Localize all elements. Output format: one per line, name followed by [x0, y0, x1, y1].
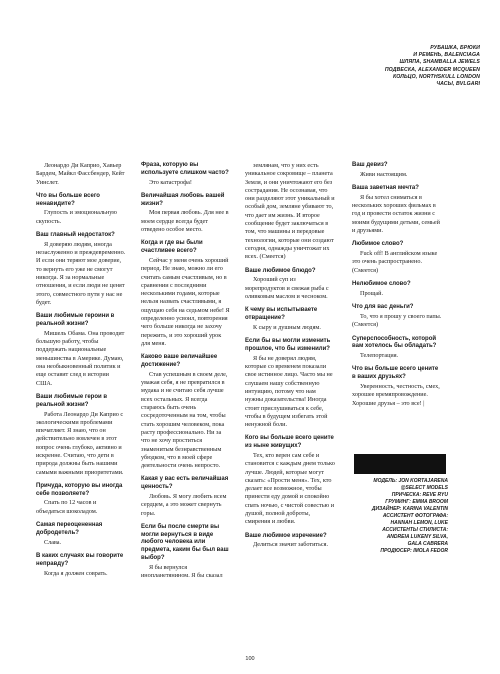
interview-question: Любимое слово?: [352, 241, 404, 248]
credit-line: ГРУМИНГ: EMMA BROOM: [385, 499, 448, 505]
interview-question: Что вы больше всего цените в ваших друзьях?: [352, 366, 439, 381]
interview-answer: Хороший суп из морепродуктов и свежая рыба с оливковым маслом и чесноком.: [245, 276, 329, 300]
interview-answer: Работа Леонардо Ди Каприо с экологическими проблемами впечатляет. Я знаю, что он действительно вовлечен в этот вопрос очень глубоко, активно и искренне. Считаю, что дети в природа должны быть нашими самыми важными приоритетами.: [36, 410, 124, 476]
credit-line: @SELECT MODELS: [400, 485, 448, 491]
text-column-2: [141, 162, 231, 580]
page-number: 100: [245, 656, 255, 662]
interview-answer: Делиться значит заботиться.: [253, 541, 329, 549]
interview-question: Ваша заветная мечта?: [352, 185, 419, 192]
interview-answer: Слава.: [44, 538, 62, 546]
interview-question: К чему вы испытываете отвращение?: [245, 307, 318, 322]
interview-question: Причуда, которую вы иногда себе позволяете?: [36, 482, 123, 497]
interview-question: Фраза, которую вы используете слишком часто?: [141, 162, 229, 176]
interview-question: Что для вас деньги?: [352, 304, 414, 311]
interview-question: Ваши любимые героини в реальной жизни?: [36, 313, 115, 328]
credits-top: [320, 45, 480, 88]
interview-question: Ваше любимое блюдо?: [245, 267, 316, 274]
interview-question: Что вы больше всего ненавидите?: [36, 192, 100, 207]
credit-line: HANNAH LEMON, LUKE: [390, 520, 448, 526]
credit-line: КОЛЬЦО, NORTHSKULL LONDON: [393, 73, 480, 80]
interview-question: Самая переоцененная добродетель?: [36, 522, 103, 536]
credits-bottom: [350, 478, 448, 555]
interview-question: Каково ваше величайшее достижение?: [141, 354, 218, 369]
interview-answer: Моя первая любовь. Для нее в моем сердце всегда будет отведено особое место.: [141, 209, 229, 234]
interview-question: Ваш девиз?: [352, 162, 388, 168]
interview-question: Кого вы больше всего цените из ныне живущих?: [245, 435, 334, 450]
interview-answer: Я бы хотел сниматься в нескольких хороших фильмах в год и провести остаток жизни с моими будущими детьми, семьей и друзьями.: [352, 193, 440, 235]
interview-answer: Живи настоящим.: [360, 170, 408, 178]
interview-question: Когда и где вы были счастливее всего?: [141, 240, 203, 255]
interview-answer: Леонардо Ди Каприо, Хавьер Бардем, Майкл Фассбендер, Кейт Уинслет.: [36, 162, 125, 186]
interview-answer: Глупость и эмоциональную скупость.: [36, 209, 117, 225]
interview-answer: Спать по 12 часов и объедаться шоколадом.: [36, 499, 98, 515]
interview-answer: Любовь. Я могу любить всем сердцем, а это может свернуть горы.: [141, 492, 227, 517]
interview-question: Если бы после смерти вы могли вернуться в виде любого человека или предмета, каким бы был ваш выбор?: [141, 523, 229, 562]
interview-question: Если бы вы могли изменить прошлое, что бы изменили?: [245, 338, 331, 352]
interview-question: В каких случаях вы говорите неправду?: [36, 552, 124, 567]
credit-line: ПРИЧЕСКА: REVE RYU: [391, 492, 448, 498]
interview-answer: То, что я прошу у своего папы. (Смеется): [352, 312, 442, 329]
interview-answer: Я бы не доверял людям, которые со временем показали свое истинное лицо. Часто мы не слушаем нашу собственную интуицию, потому что нам нужны доказательства! Иногда стоит прислушиваться к себе, чтобы в будущем избегать этой ненужной боли.: [245, 354, 333, 429]
interview-question: Суперспособность, которой вам хотелось бы обладать?: [352, 335, 437, 350]
interview-answer: Сейчас у меня очень хороший период. Не знаю, можно ли его считать самым счастливым, но в сравнении с последними несколькими годами, которые нельзя назвать счастливыми, я ощущаю себя на седьмом небе! Я определенно усвоил, повторения чего больше никогда не захочу пережить, и это хороший урок для меня.: [141, 256, 230, 347]
interview-question: Величайшая любовь вашей жизни?: [141, 192, 225, 207]
interview-answer: Уверенность, честность, смех, хорошее времяпровождение. Хорошие друзья – это все! |: [352, 383, 440, 407]
text-column-1: [36, 162, 126, 578]
interview-question: Ваше любимое изречение?: [245, 532, 327, 539]
credit-line: ДИЗАЙНЕР: KARINA VALENTIN: [371, 506, 448, 512]
interview-question: Какая у вас есть величайшая ценность?: [141, 476, 229, 491]
credit-line: ПРОДЮСЕР: IMOLA FEDOR: [380, 548, 448, 554]
credit-line: И РЕМЕНЬ, BALENCIAGA: [413, 52, 480, 59]
interview-question: Ваши любимые герои в реальной жизни?: [36, 393, 108, 408]
interview-answer: Став успешным в своем деле, уважая себя, я не превратился в мудака и не считаю себя лучше всех остальных. Я всегда стараюсь быть очень сосредоточенным на том, чтобы стать хорошим человеком, пока расту профессионально. Ни за что не хочу проститься знаменитым безнравственным убюдком, что в моей сфере деятельности очень непросто.: [141, 370, 228, 470]
interview-answer: землянам, что у них есть уникальное сокровище – планета Земля, и они уничтожают его без сострадания. Не осознавая, что они разделяют этот уникальный и особый дом, земляне убивают то, что дает им жизнь. И второе сообщение будет заключаться в том, что машины и передовые технологии, которые они создают сегодня, однажды уничтожат их всех. (Смеется): [245, 162, 335, 261]
interview-answer: Это катастрофа!: [149, 178, 192, 186]
text-column-3: [245, 162, 335, 550]
interview-answer: Телепортация.: [360, 352, 399, 360]
credit-line: GALA CABRERA: [407, 541, 448, 547]
interview-question: Нелюбимое слово?: [352, 281, 411, 288]
credit-line: ANDREIA LUKENY SILVA,: [386, 534, 448, 540]
credit-line: АССИСТЕНТ ФОТОГРАФА:: [382, 513, 448, 519]
black-bar: [354, 454, 446, 474]
credit-line: ПОДВЕСКА, ALEXANDER MCQUEEN: [384, 66, 480, 73]
credit-line: ШЛЯПА, SHAMBALLA JEWELS: [399, 59, 480, 66]
interview-answer: Я доверяю людям, иногда незаслуженно и преждевременно. И если они теряют мое доверие, то вернуть его уже не смогут никогда. Я за нормальные отношения, и если люди не ценят этого, совместного пути у нас не будет.: [36, 240, 126, 306]
credit-line: АССИСТЕНТЫ СТИЛИСТА:: [382, 527, 448, 533]
credit-line: РУБАШКА, БРЮКИ: [430, 45, 480, 51]
credit-line: МОДЕЛЬ: JON KORTAJARENA: [373, 478, 448, 484]
interview-answer: Когда я должен соврать.: [44, 569, 108, 577]
credit-line: ЧАСЫ, BVLGARI: [436, 81, 480, 88]
interview-answer: Я бы вернулся инопланетянином. Я бы сказал: [141, 563, 223, 580]
interview-question: Ваш главный недостаток?: [36, 232, 115, 239]
interview-answer: Мишель Обама. Она проводит большую работу, чтобы поддержать национальные меньшинства в Америке. Думаю, она необыкновенный политик и еще оставит след в истории США.: [36, 329, 125, 387]
interview-answer: Fuck off! В английском языке это очень распространено. (Смеется): [352, 250, 438, 274]
interview-answer: Тех, кто верен сам себе и становится с каждым днем только лучше. Людей, которые могут сказать: «Прости меня». Тех, кто делает все возможное, чтобы принести еду домой и спокойно спать ночью, с чистой совестью и душой, полной доброты, смирения и любви.: [245, 452, 335, 526]
text-column-4: [352, 162, 442, 408]
interview-answer: Прощай.: [360, 289, 384, 297]
interview-answer: К сыру и душным людям.: [253, 323, 321, 331]
